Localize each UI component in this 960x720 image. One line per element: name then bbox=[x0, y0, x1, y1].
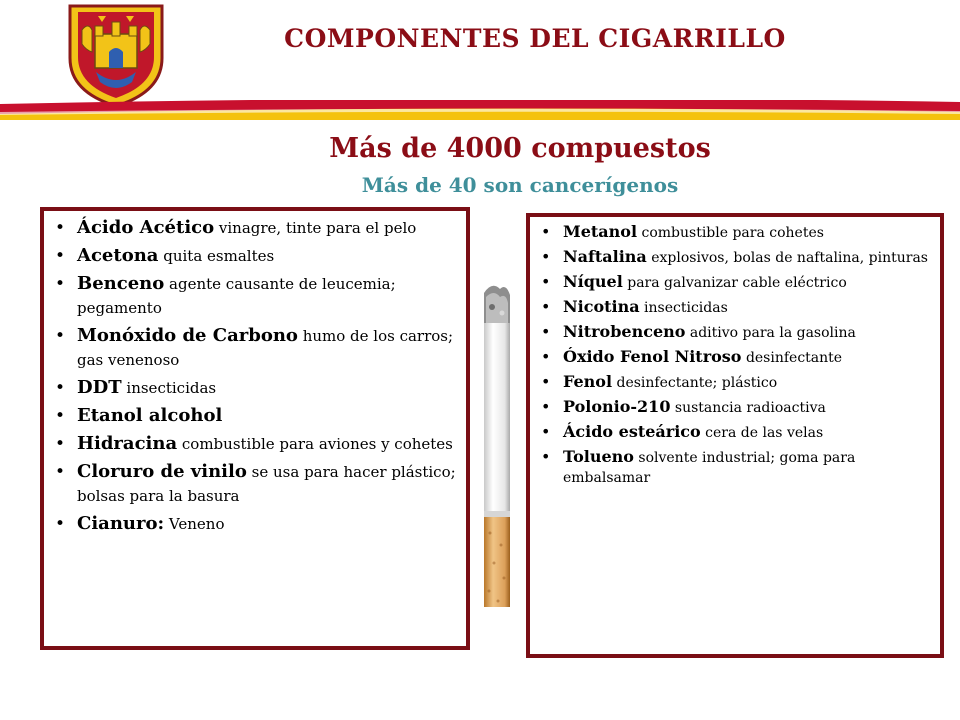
compound-name: DDT bbox=[77, 377, 122, 398]
compound-use: insecticidas bbox=[126, 379, 217, 397]
compound-use: Veneno bbox=[168, 515, 225, 533]
compound-name: Naftalina bbox=[563, 247, 647, 266]
compound-item bbox=[541, 372, 930, 393]
subheading: Más de 40 son cancerígenos bbox=[361, 173, 679, 197]
compound-name: Hidracina bbox=[77, 433, 178, 454]
compound-use: aditivo para la gasolina bbox=[689, 325, 856, 341]
compound-name: Ácido Acético bbox=[77, 217, 215, 238]
compound-name: Níquel bbox=[563, 272, 623, 291]
compound-item bbox=[541, 322, 930, 343]
compound-item bbox=[541, 422, 930, 443]
compound-item bbox=[55, 404, 456, 428]
slide-title: COMPONENTES DEL CIGARRILLO bbox=[284, 24, 786, 53]
compound-use: desinfectante bbox=[745, 350, 843, 366]
compound-name: Polonio-210 bbox=[563, 397, 671, 416]
compound-name: Ácido esteárico bbox=[563, 422, 701, 441]
compound-item bbox=[541, 397, 930, 418]
cigarette-icon bbox=[474, 283, 520, 613]
compound-name: Nitrobenceno bbox=[563, 322, 686, 341]
compound-use: combustible para aviones y cohetes bbox=[181, 435, 453, 453]
right-compounds-list bbox=[541, 222, 930, 488]
compound-item bbox=[541, 272, 930, 293]
compound-name: Benceno bbox=[77, 273, 165, 294]
compound-item bbox=[541, 447, 930, 488]
compound-use: insecticidas bbox=[644, 300, 728, 316]
compound-item bbox=[541, 222, 930, 243]
compound-use: humo de los carros; gas venenoso bbox=[77, 327, 454, 369]
left-compounds-list bbox=[55, 216, 456, 536]
compound-use: para galvanizar cable eléctrico bbox=[627, 275, 847, 291]
compound-name: Fenol bbox=[563, 372, 613, 391]
compound-use: cera de las velas bbox=[705, 425, 824, 441]
compound-item bbox=[55, 376, 456, 400]
compound-item bbox=[541, 347, 930, 368]
right-compounds-box bbox=[526, 213, 944, 658]
compound-name: Metanol bbox=[563, 222, 638, 241]
compound-use: desinfectante; plástico bbox=[616, 375, 778, 391]
compound-use: quita esmaltes bbox=[163, 247, 275, 265]
compound-item bbox=[55, 244, 456, 268]
compound-name: Etanol alcohol bbox=[77, 405, 223, 426]
decorative-stripes bbox=[0, 100, 960, 120]
compound-use: explosivos, bolas de naftalina, pinturas bbox=[651, 250, 928, 266]
compound-name: Tolueno bbox=[563, 447, 634, 466]
compound-item bbox=[55, 512, 456, 536]
compound-item bbox=[55, 432, 456, 456]
compound-name: Cianuro: bbox=[77, 513, 165, 534]
compound-item bbox=[55, 216, 456, 240]
compound-use: sustancia radioactiva bbox=[674, 400, 826, 416]
compound-item bbox=[541, 247, 930, 268]
compound-item bbox=[55, 272, 456, 320]
compound-name: Óxido Fenol Nitroso bbox=[563, 347, 742, 366]
compound-name: Monóxido de Carbono bbox=[77, 325, 298, 346]
coat-of-arms-icon bbox=[62, 0, 170, 110]
compound-name: Acetona bbox=[77, 245, 159, 266]
compound-use: se usa para hacer plástico; bolsas para la basura bbox=[77, 463, 456, 505]
compound-use: agente causante de leucemia; pegamento bbox=[77, 275, 396, 317]
compound-name: Nicotina bbox=[563, 297, 640, 316]
compound-item bbox=[55, 324, 456, 372]
compound-use: combustible para cohetes bbox=[641, 225, 824, 241]
compound-name: Cloruro de vinilo bbox=[77, 461, 247, 482]
heading: Más de 4000 compuestos bbox=[329, 133, 711, 164]
compound-use: solvente industrial; goma para embalsamar bbox=[563, 450, 856, 486]
compound-item bbox=[541, 297, 930, 318]
compound-use: vinagre, tinte para el pelo bbox=[218, 219, 417, 237]
left-compounds-box bbox=[40, 207, 470, 650]
compound-item bbox=[55, 460, 456, 508]
